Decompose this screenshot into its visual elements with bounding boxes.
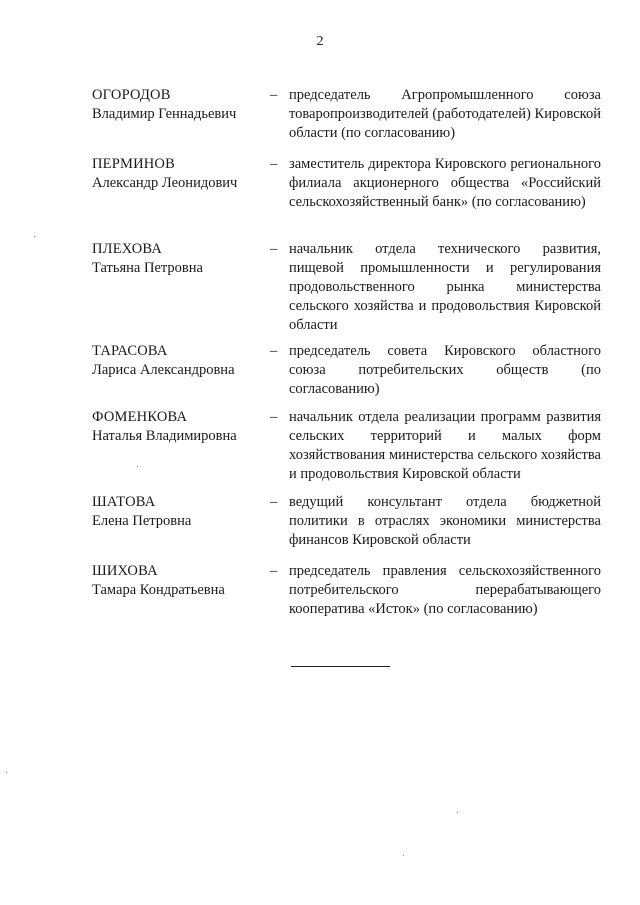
page-number: 2 [316,34,324,49]
member-name [92,155,272,193]
member-role: ведущий консультант отдела бюджетной политики в отраслях экономики министерства финансов Кировской области [289,494,601,548]
member-given-name: Елена Петровна [92,513,192,529]
member-surname: ПЛЕХОВА [92,241,162,257]
member-dash: – [270,241,278,257]
member-given-name: Тамара Кондратьевна [92,582,225,598]
scan-speck [34,236,35,237]
member-role: председатель совета Кировского областного союза потребительских обществ (по согласованию) [289,343,601,397]
scan-speck [403,855,404,856]
member-given-name: Лариса Александровна [92,362,235,378]
member-name [92,562,272,600]
member-dash: – [270,156,278,172]
member-surname: ТАРАСОВА [92,343,168,359]
member-name [92,86,272,124]
member-name [92,493,272,531]
scan-speck [457,812,458,813]
member-role: заместитель директора Кировского регионального филиала акционерного общества «Российский сельскохозяйственный банк» (по согласованию) [289,156,601,210]
member-given-name: Александр Леонидович [92,175,238,191]
member-given-name: Наталья Владимировна [92,428,237,444]
member-name [92,408,272,446]
end-divider-line [291,666,390,667]
member-dash: – [270,563,278,579]
scan-speck [137,466,138,467]
member-given-name: Татьяна Петровна [92,260,203,276]
member-surname: ПЕРМИНОВ [92,156,175,172]
member-role: председатель Агропромышленного союза товаропроизводителей (работодателей) Кировской области (по согласованию) [289,87,601,141]
member-given-name: Владимир Геннадьевич [92,106,237,122]
member-name [92,240,272,278]
member-role: начальник отдела технического развития, пищевой промышленности и регулирования продовольственного рынка министерства сельского хозяйства и продовольствия Кировской области [289,241,601,333]
member-dash: – [270,409,278,425]
member-surname: ШАТОВА [92,494,156,510]
member-role: председатель правления сельскохозяйственного потребительского перерабатывающего кооператива «Исток» (по согласованию) [289,563,601,617]
member-dash: – [270,343,278,359]
member-dash: – [270,87,278,103]
member-surname: ШИХОВА [92,563,158,579]
member-dash: – [270,494,278,510]
member-name [92,342,272,380]
member-surname: ФОМЕНКОВА [92,409,188,425]
member-surname: ОГОРОДОВ [92,87,171,103]
member-role: начальник отдела реализации программ развития сельских территорий и малых форм хозяйствования министерства сельского хозяйства и продовольствия Кировской области [289,409,601,482]
scan-speck [6,772,7,773]
